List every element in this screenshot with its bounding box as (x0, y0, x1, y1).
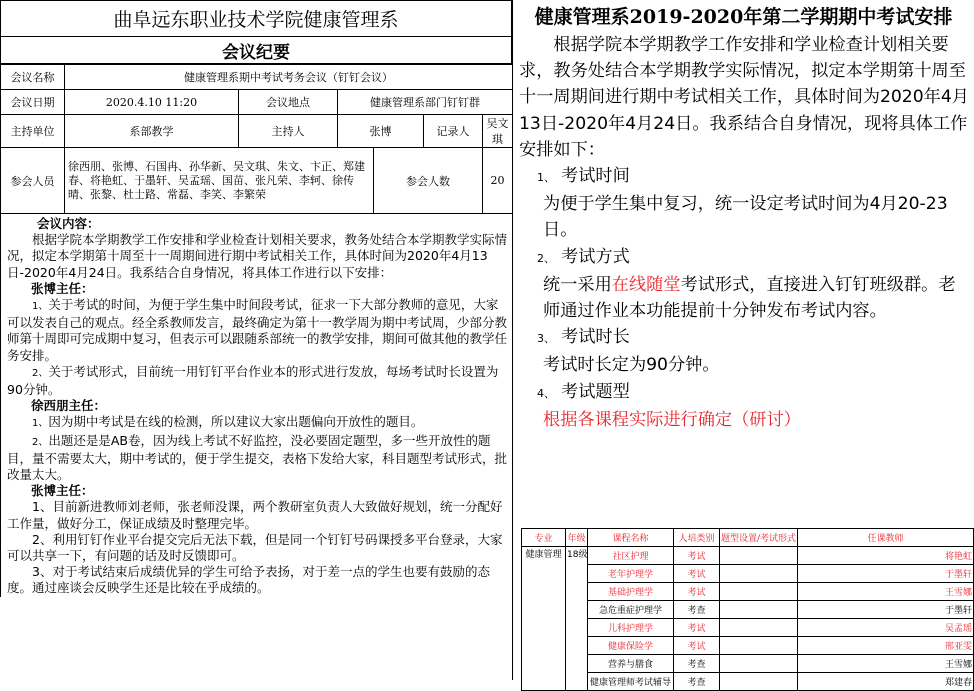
table-cell (720, 619, 798, 637)
meeting-place-label: 会议地点 (239, 90, 338, 115)
header-grade: 年级 (566, 529, 588, 547)
table-cell: 考试 (674, 547, 720, 565)
header-category: 人培类别 (674, 529, 720, 547)
recorder-value: 吴文琪 (483, 115, 513, 148)
table-cell (720, 547, 798, 565)
meeting-content (0, 214, 512, 597)
table-cell: 急危重症护理学 (588, 601, 674, 619)
table-cell: 王雪娜 (798, 655, 974, 673)
table-cell: 儿科护理学 (588, 619, 674, 637)
attendee-count-value: 20 (483, 148, 513, 214)
table-cell: 考试 (674, 583, 720, 601)
table-cell: 考查 (674, 655, 720, 673)
s3-p3: 3、对于考试结束后成绩优异的学生可给予表扬，对于差一点的学生也要有鼓励的态度。通过座谈会反映学生还是比较在乎成绩的。 (7, 564, 490, 596)
section-2-heading: 2、 考试方式 (537, 246, 630, 267)
meeting-name-value: 健康管理系期中考试考务会议（钉钉会议） (65, 65, 513, 90)
online-class-highlight: 在线随堂 (611, 274, 681, 295)
table-cell (720, 601, 798, 619)
table-cell: 于墨轩 (798, 601, 974, 619)
meeting-date-label: 会议日期 (1, 90, 65, 115)
table-row (522, 637, 974, 655)
table-row (522, 601, 974, 619)
s2-p1-num: 1、 (32, 418, 49, 430)
s3-p2: 2、利用钉钉作业平台提交完后无法下载，但是同一个钉钉号码课授多平台登录，大家可以共享一下，有问题的话及时反馈即可。 (7, 531, 503, 564)
table-cell: 18级 (566, 547, 588, 691)
meeting-place-value: 健康管理系部门钉钉群 (338, 90, 513, 115)
table-cell: 考查 (674, 601, 720, 619)
header-format: 题型设置/考试形式 (720, 529, 798, 547)
content-heading: 会议内容： (37, 216, 100, 231)
host-unit-value: 系部教学 (65, 115, 239, 148)
s1-p1: 关于考试的时间，为便于学生集中时间段考试，征求一下大部分教师的意见，大家可以发表自己的观点。经全系教师发言，最终确定为第十一教学周为期中考试周，少部分教师第十周即可完成期中复习，但表示可以跟随系部统一的教学安排，期间可做其他的教学任务安排。 (7, 297, 508, 363)
section-1-heading: 1、 考试时间 (537, 166, 630, 187)
table-cell: 健康管理 (522, 547, 566, 691)
s2-p2: 出题还是是AB卷，因为线上考试不好监控，没必要固定题型，多一些开放性的题目，量不需要太大，期中考试的，便于学生提交，表格下发给大家，科目题型考试形式，批改量太大。 (7, 432, 508, 483)
meeting-meta-table (0, 64, 513, 214)
s1-p2: 关于考试形式，目前统一用钉钉平台作业本的形式进行发放，每场考试时长设置为90分钟。 (7, 363, 499, 398)
section-4-heading: 4、 考试题型 (537, 381, 630, 402)
host-value: 张博 (338, 115, 424, 148)
attendee-count-label: 参会人数 (374, 148, 483, 214)
content-intro: 根据学院本学期教学工作安排和学业检查计划相关要求，教务处结合本学期教学实际情况，拟定本学期第十周至十一周期间进行期中考试相关工作，具体时间为2020年4月13日-2020年4月24日。我系结合自身情况，将具体工作进行以下安排： (7, 232, 508, 280)
table-cell: 社区护理 (588, 547, 674, 565)
exam-schedule-table (521, 528, 974, 691)
host-unit-label: 主持单位 (1, 115, 65, 148)
schedule-header-row (522, 529, 974, 547)
attendees-label: 参会人员 (1, 148, 65, 214)
table-cell: 将艳虹 (798, 547, 974, 565)
section-3-body: 考试时长定为90分钟。 (543, 355, 720, 376)
table-cell: 营养与膳食 (588, 655, 674, 673)
table-cell: 于墨轩 (798, 565, 974, 583)
table-row (522, 673, 974, 691)
section-3-heading: 3、 考试时长 (537, 327, 630, 348)
s3-p1: 1、目前新进教师刘老师，张老师没课，两个教研室负责人大致做好规划，统一分配好工作量，做好分工，保证成绩及时整理完毕。 (7, 499, 503, 531)
exam-intro: 根据学院本学期教学工作安排和学业检查计划相关要求，教务处结合本学期教学实际情况，拟定本学期第十周至十一周期间进行期中考试相关工作，具体时间为2020年4月13日-2020年4月24日。我系结合自身情况，现将具体工作安排如下： (519, 35, 969, 160)
table-cell: 考查 (674, 673, 720, 691)
section-4-body: 根据各课程实际进行确定（研讨） (543, 409, 801, 430)
table-cell (720, 637, 798, 655)
exam-arrangement (513, 0, 974, 688)
table-cell: 健康保险学 (588, 637, 674, 655)
host-label: 主持人 (239, 115, 338, 148)
s1-p1-num: 1、 (32, 301, 49, 313)
s2-p1: 因为期中考试是在线的检测，所以建议大家出题偏向开放性的题目。 (48, 414, 424, 430)
header-major: 专业 (522, 529, 566, 547)
table-cell: 考试 (674, 619, 720, 637)
table-cell: 郑建春 (798, 673, 974, 691)
section-2-body: 统一采用在线随堂考试形式，直接进入钉钉班级群。老师通过作业本功能提前十分钟发布考试内容。 (543, 274, 956, 322)
speaker-1: 张博主任： (31, 280, 94, 296)
speaker-2: 徐西朋主任： (31, 398, 107, 414)
table-cell: 健康管理师考试辅导 (588, 673, 674, 691)
doc-title: 会议纪要 (0, 36, 512, 64)
table-row (522, 583, 974, 601)
table-cell: 邢亚雯 (798, 637, 974, 655)
table-cell (720, 673, 798, 691)
attendees-value: 徐西朋、张博、石国冉、孙华新、吴文琪、朱文、卞正、郑建春、将艳虹、于墨轩、吴孟瑶、国苗、张凡荣、李轲、徐传晴、张黎、杜士路、常磊、李笑、李繁荣 (65, 148, 374, 214)
table-row (522, 547, 974, 565)
table-row (522, 619, 974, 637)
exam-title: 健康管理系2019-2020年第二学期期中考试安排 (534, 6, 953, 28)
table-cell (720, 565, 798, 583)
table-cell: 王雪娜 (798, 583, 974, 601)
table-cell: 考试 (674, 637, 720, 655)
s1-p2-num: 2、 (32, 367, 49, 379)
institution-title: 曲阜远东职业技术学院健康管理系 (0, 0, 512, 36)
table-cell: 吴孟瑶 (798, 619, 974, 637)
table-cell (720, 655, 798, 673)
table-cell: 考试 (674, 565, 720, 583)
s2-p2-num: 2、 (32, 436, 49, 448)
meeting-name-label: 会议名称 (1, 65, 65, 90)
table-row (522, 565, 974, 583)
section-1-body: 为便于学生集中复习，统一设定考试时间为4月20-23日。 (543, 194, 948, 241)
table-cell: 基础护理学 (588, 583, 674, 601)
meeting-date-value: 2020.4.10 11:20 (65, 90, 239, 115)
table-cell: 老年护理学 (588, 565, 674, 583)
table-row (522, 655, 974, 673)
recorder-label: 记录人 (424, 115, 483, 148)
speaker-3: 张博主任： (31, 483, 94, 499)
header-teacher: 任课教师 (798, 529, 974, 547)
table-cell (720, 583, 798, 601)
header-course: 课程名称 (588, 529, 674, 547)
